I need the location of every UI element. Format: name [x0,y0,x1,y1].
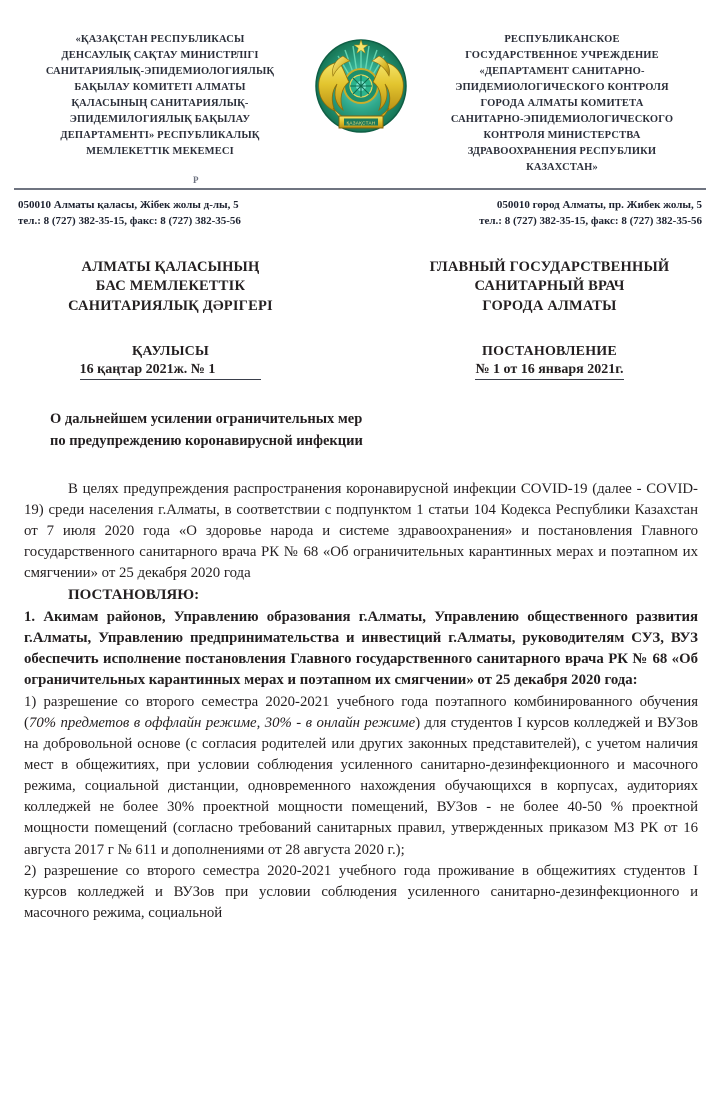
letterhead-kz-line: ДЕНСАУЛЫҚ САҚТАУ МИНИСТРЛІГІ [61,49,259,61]
letterhead-kz-line: «ҚАЗАҚСТАН РЕСПУБЛИКАСЫ [75,34,245,45]
letterhead-ru-line: «ДЕПАРТАМЕНТ САНИТАРНО- [479,65,645,77]
doc-kind-ru: ПОСТАНОВЛЕНИЕ [482,343,617,359]
letterhead-ru-line: КАЗАХСТАН» [526,161,598,173]
letterhead-ru-line: САНИТАРНО-ЭПИДЕМИОЛОГИЧЕСКОГО [450,113,674,125]
document-subject: О дальнейшем усилении ограничительных мер по предупреждению коронавирусной инфекции [50,410,363,450]
letterhead-russian-block [422,32,706,176]
clause-1-1-italic-note: 70% предметов в оффлайн режиме, 30% - в онлайн режиме [28,714,416,731]
letterhead-ru-line: КОНТРОЛЯ МИНИСТЕРСТВА [483,129,641,141]
address-row [14,190,706,230]
document-body [14,479,706,925]
letterhead-ru-line: ГОСУДАРСТВЕННОЕ УЧРЕЖДЕНИЕ [465,49,659,61]
kazakhstan-coat-of-arms-icon [313,34,409,146]
emblem-container [306,32,416,146]
title-block-russian [369,258,706,380]
letterhead-kz-line: САНИТАРИЯЛЫҚ-ЭПИДЕМИОЛОГИЯЛЫҚ [45,65,275,77]
letterhead-kz-line: БАҚЫЛАУ КОМИТЕТІ АЛМАТЫ [74,81,246,93]
letterhead-ru-line: ЭПИДЕМИОЛОГИЧЕСКОГО КОНТРОЛЯ [455,81,669,93]
title-row [14,230,706,380]
letterhead-kz-line: ЭПИДЕМИЛОГИЯЛЫҚ БАҚЫЛАУ [69,113,251,125]
address-ru-phone: тел.: 8 (727) 382-35-15, факс: 8 (727) 382-35-56 [479,215,702,228]
title-ru-line: САНИТАРНЫЙ ВРАЧ [474,278,625,295]
letterhead-kz-line: ҚАЛАСЫНЫҢ САНИТАРИЯЛЫҚ- [71,97,249,109]
letterhead-ru-line: ЗДРАВООХРАНЕНИЯ РЕСПУБЛИКИ [467,145,657,157]
letterhead-divider [14,174,706,190]
clause-1-1-text-a: 1) разрешение со второго семестра 2020-2021 учебного года поэтапного комбинированного обучения ( [24,693,698,731]
letterhead-ru-line: ГОРОДА АЛМАТЫ КОМИТЕТА [480,97,644,109]
letterhead-kz-line: ДЕПАРТАМЕНТІ» РЕСПУБЛИКАЛЫҚ [60,129,260,141]
letterhead-ru-line: РЕСПУБЛИКАНСКОЕ [504,34,620,45]
title-ru [393,258,706,317]
stray-mark: Р [193,174,199,185]
title-ru-line: ГЛАВНЫЙ ГОСУДАРСТВЕННЫЙ [429,258,670,275]
preamble-paragraph: В целях предупреждения распространения коронавирусной инфекции COVID-19 (далее - COVID-19) среди населения г.Алматы, в соответствии с подпунктом 1 статьи 104 Кодекса Республики Казахстан от 7 июля 2020 года «О здоровье народа и системе здравоохранения» и постановления Главного государственного санитарного врача РК № 68 «Об ограничительных карантинных мерах и поэтапном их смягчении» от 25 декабря 2020 года [24,480,698,582]
title-block-kazakh [14,258,369,380]
letterhead [14,0,706,176]
address-ru-street: 050010 город Алматы, пр. Жибек жолы, 5 [496,198,702,211]
resolve-heading: ПОСТАНОВЛЯЮ: [68,587,200,604]
title-ru-line: ГОРОДА АЛМАТЫ [482,298,617,315]
address-kazakh [14,197,241,230]
address-kz-phone: тел.: 8 (727) 382-35-15, факс: 8 (727) 382-35-56 [18,215,241,228]
clause-1-subclause-1 [24,692,698,861]
emblem-caption: ҚАЗАҚСТАН [346,120,376,126]
title-kz [14,258,327,317]
doc-number-kz: 16 қаңтар 2021ж. № 1 [80,362,262,380]
clause-1: 1. Акимам районов, Управлению образования г.Алматы, Управлению общественного развития г.Алматы, Управлению предпринимательства и инвестиций г.Алматы, руководителям СУЗ, ВУЗ обеспечить исполнение постановления Главного государственного санитарного врача РК № 68 «Об ограничительных карантинных мерах и поэтапном их смягчении» от 25 декабря 2020 года: [24,608,698,689]
title-kz-line: АЛМАТЫ ҚАЛАСЫНЫҢ [81,258,260,275]
title-kz-line: САНИТАРИЯЛЫҚ ДӘРІГЕРІ [68,298,273,315]
clause-1-subclause-2: 2) разрешение со второго семестра 2020-2021 учебного года проживание в общежитиях студентов I курсов колледжей и ВУЗов при условии соблюдения усиленного санитарно-дезинфекционного и масочного режима, социальной [24,862,698,922]
address-kz-street: 050010 Алматы қаласы, Жібек жолы д-лы, 5 [18,198,239,211]
doc-kind-kz: ҚАУЛЫСЫ [132,343,209,359]
letterhead-kz-line: МЕМЛЕКЕТТІК МЕКЕМЕСІ [86,145,234,157]
doc-number-ru: № 1 от 16 января 2021г. [475,362,623,380]
title-kz-line: БАС МЕМЛЕКЕТТІК [95,278,246,295]
letterhead-kazakh-block [14,32,300,160]
clause-1-1-text-b: ) для студентов I курсов колледжей и ВУЗов на добровольной основе (с согласия родителей или других законных представителей), с учетом наличия мест в общежитиях, при условии соблюдения усиленного санитарно-дезинфекционного и масочного режима, социальной дистанции, одновременного нахождения обучающихся в корпусах, аудиториях колледжей не более 30% проектной мощности помещений, ВУЗов - не более 40-50 % проектной мощности помещений (согласно требований санитарных правил, утвержденных приказом МЗ РК от 16 августа 2017 г № 611 и дополнениями от 28 августа 2020 г.); [24,714,698,858]
address-russian [479,197,706,230]
